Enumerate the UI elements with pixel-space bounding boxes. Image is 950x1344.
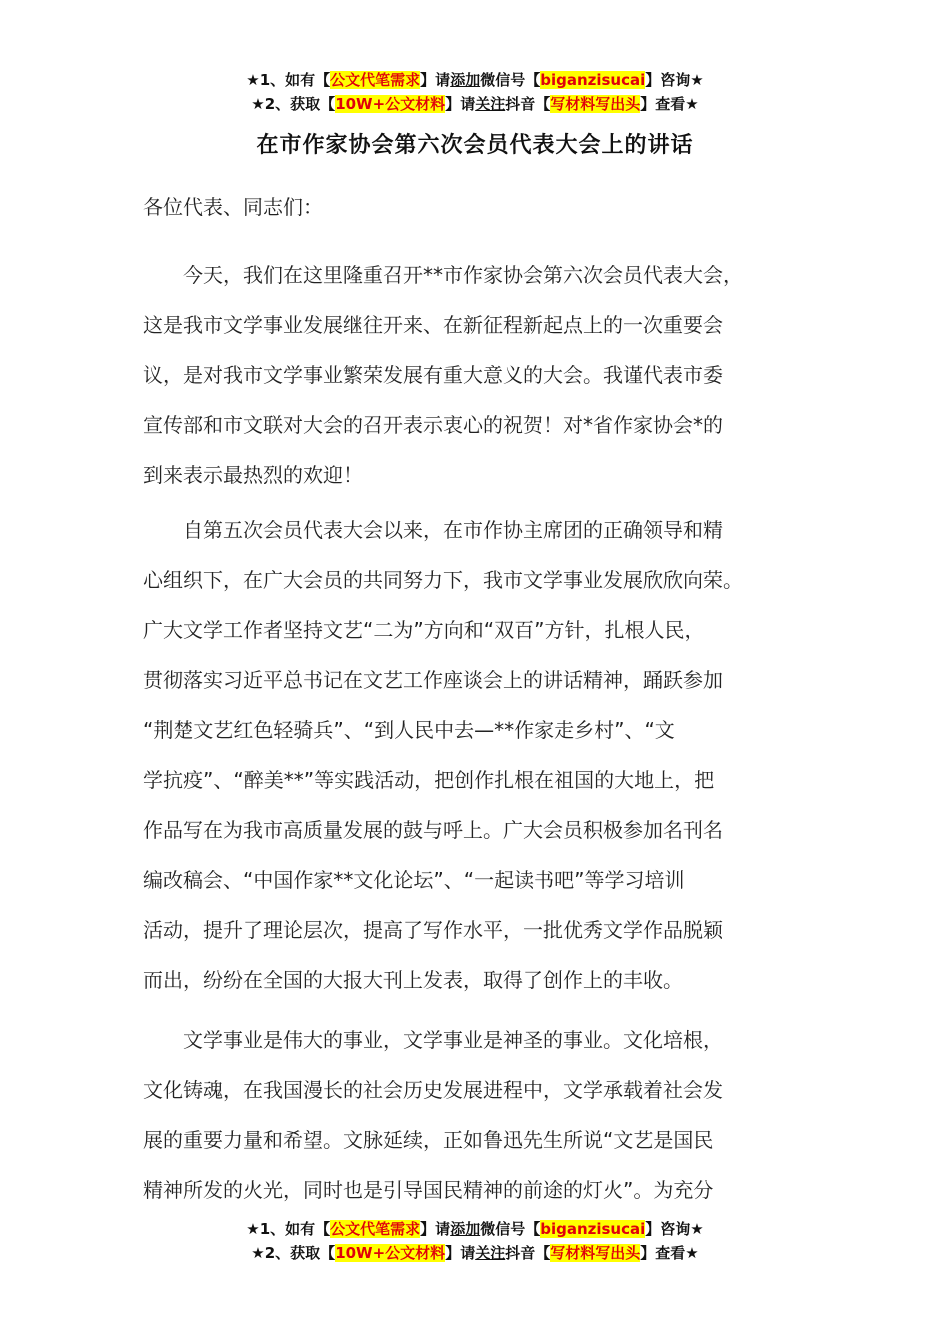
text-line: 自第五次会员代表大会以来，在市作协主席团的正确领导和精 bbox=[183, 518, 723, 542]
header-promo-banner bbox=[0, 68, 950, 116]
text-line: 活动，提升了理论层次，提高了写作水平，一批优秀文学作品脱颖 bbox=[143, 918, 723, 942]
promo-highlight: 写材料写出头 bbox=[550, 1244, 641, 1262]
promo-highlight: biganzisucai bbox=[540, 1220, 646, 1238]
text-line: “荆楚文艺红色轻骑兵”、“到人民中去—**作家走乡村”、“文 bbox=[143, 718, 675, 742]
paragraph-3 bbox=[143, 1015, 833, 1215]
text-line: 学抗疫”、“醉美**”等实践活动，把创作扎根在祖国的大地上，把 bbox=[143, 768, 715, 792]
salutation: 各位代表、同志们： bbox=[143, 195, 323, 219]
promo-text: 】咨询★ bbox=[645, 71, 704, 89]
promo-highlight: biganzisucai bbox=[540, 71, 646, 89]
text-line: 精神所发的火光，同时也是引导国民精神的前途的灯火”。为充分 bbox=[143, 1178, 714, 1202]
promo-text: 】咨询★ bbox=[645, 1220, 704, 1238]
promo-text: ★1、如有【 bbox=[246, 71, 331, 89]
promo-text: 】请 bbox=[445, 1244, 476, 1262]
promo-text: 】请 bbox=[420, 1220, 451, 1238]
text-line: 广大文学工作者坚持文艺“二为”方向和“双百”方针，扎根人民， bbox=[143, 618, 705, 642]
promo-text: 】请 bbox=[445, 95, 476, 113]
text-line: 文学事业是伟大的事业，文学事业是神圣的事业。文化培根， bbox=[183, 1028, 723, 1052]
text-line: 心组织下，在广大会员的共同努力下，我市文学事业发展欣欣向荣。 bbox=[143, 568, 743, 592]
promo-line-2 bbox=[0, 1241, 950, 1265]
promo-text: 抖音【 bbox=[505, 1244, 551, 1262]
text-line: 今天，我们在这里隆重召开**市作家协会第六次会员代表大会， bbox=[183, 263, 743, 287]
promo-line-2 bbox=[0, 92, 950, 116]
promo-highlight: 10W+公文材料 bbox=[335, 95, 446, 113]
text-line: 作品写在为我市高质量发展的鼓与呼上。广大会员积极参加名刊名 bbox=[143, 818, 723, 842]
promo-text: ★2、获取【 bbox=[251, 95, 336, 113]
promo-highlight: 10W+公文材料 bbox=[335, 1244, 446, 1262]
text-line: 文化铸魂，在我国漫长的社会历史发展进程中，文学承载着社会发 bbox=[143, 1078, 723, 1102]
footer-promo-banner bbox=[0, 1217, 950, 1265]
text-line: 议，是对我市文学事业繁荣发展有重大意义的大会。我谨代表市委 bbox=[143, 363, 723, 387]
text-line: 这是我市文学事业发展继往开来、在新征程新起点上的一次重要会 bbox=[143, 313, 723, 337]
promo-underlined: 添加 bbox=[450, 71, 481, 89]
promo-text: 】查看★ bbox=[640, 95, 699, 113]
promo-text: 抖音【 bbox=[505, 95, 551, 113]
promo-text: ★2、获取【 bbox=[251, 1244, 336, 1262]
promo-text: 】查看★ bbox=[640, 1244, 699, 1262]
promo-text: 微信号【 bbox=[480, 1220, 541, 1238]
promo-underlined: 关注 bbox=[475, 95, 506, 113]
promo-line-1 bbox=[0, 1217, 950, 1241]
promo-underlined: 关注 bbox=[475, 1244, 506, 1262]
text-line: 宣传部和市文联对大会的召开表示衷心的祝贺！对*省作家协会*的 bbox=[143, 413, 723, 437]
text-line: 贯彻落实习近平总书记在文艺工作座谈会上的讲话精神，踊跃参加 bbox=[143, 668, 723, 692]
paragraph-2 bbox=[143, 505, 833, 1005]
promo-text: ★1、如有【 bbox=[246, 1220, 331, 1238]
promo-underlined: 添加 bbox=[450, 1220, 481, 1238]
promo-highlight: 公文代笔需求 bbox=[330, 1220, 421, 1238]
promo-line-1 bbox=[0, 68, 950, 92]
promo-text: 微信号【 bbox=[480, 71, 541, 89]
promo-text: 】请 bbox=[420, 71, 451, 89]
text-line: 到来表示最热烈的欢迎！ bbox=[143, 463, 363, 487]
promo-highlight: 公文代笔需求 bbox=[330, 71, 421, 89]
paragraph-1 bbox=[143, 250, 833, 500]
text-line: 展的重要力量和希望。文脉延续，正如鲁迅先生所说“文艺是国民 bbox=[143, 1128, 714, 1152]
text-line: 编改稿会、“中国作家**文化论坛”、“一起读书吧”等学习培训 bbox=[143, 868, 685, 892]
text-line: 而出，纷纷在全国的大报大刊上发表，取得了创作上的丰收。 bbox=[143, 968, 683, 992]
promo-highlight: 写材料写出头 bbox=[550, 95, 641, 113]
document-title: 在市作家协会第六次会员代表大会上的讲话 bbox=[256, 133, 694, 158]
